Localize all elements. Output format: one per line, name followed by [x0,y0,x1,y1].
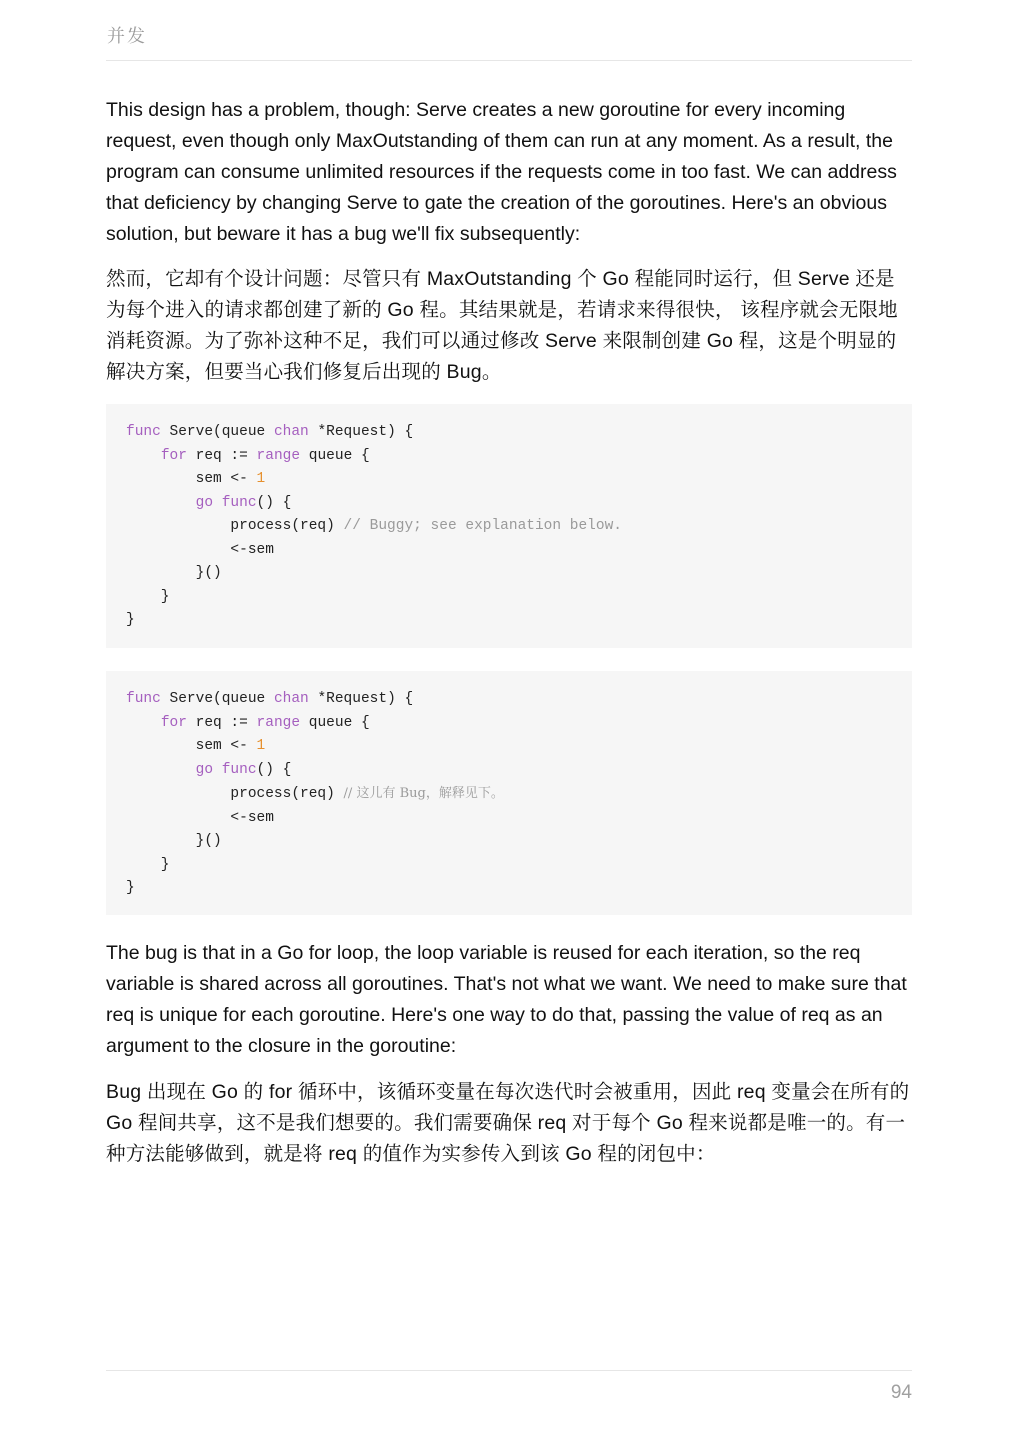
code-keyword: for [160,714,187,731]
code-keyword: func [221,494,257,511]
code-keyword: func [126,691,161,707]
code-text: req := [186,714,257,731]
code-text: <-sem [126,809,274,826]
code-text: Serve(queue [160,691,274,707]
code-text: sem <- [126,471,257,487]
footer-rule [106,1370,912,1371]
code-text: } [126,856,170,873]
code-text: () { [256,761,292,778]
code-comment: // Buggy; see explanation below. [343,518,622,534]
running-header: 并发 [107,26,147,47]
code-keyword: func [221,761,257,778]
code-text: } [126,612,135,628]
code-text: process(req) [126,786,344,802]
code-indent [126,762,196,778]
code-text: () { [256,494,292,511]
code-text: <-sem [126,541,274,558]
code-block-chinese [106,671,912,915]
paragraph-chinese-1: 然而，它却有个设计问题：尽管只有 MaxOutstanding 个 Go 程能同时运行，但 Serve 还是为每个进入的请求都创建了新的 Go 程。其结果就是，若请求来得很快， 该程序就会无限地消耗资源。为了弥补这种不足，我们可以通过修改 Serve 来限制创建 Go 程，这是个明显的解决方案，但要当心我们修复后出现的 Bug。 [106,268,898,383]
code-text: req := [186,447,257,464]
code-indent [126,448,161,464]
paragraph-chinese-2: Bug 出现在 Go 的 for 循环中，该循环变量在每次迭代时会被重用，因此 req 变量会在所有的 Go 程间共享，这不是我们想要的。我们需要确保 req 对于每个 Go 程来说都是唯一的。有一种方法能够做到，就是将 req 的值作为实参传入到该 Go 程的闭包中： [106,1081,910,1165]
code-comment: // 这儿有 Bug，解释见下。 [343,786,504,801]
code-text: queue { [300,447,370,464]
code-keyword: chan [273,424,309,440]
paragraph-english-1: This design has a problem, though: Serve creates a new goroutine for every incoming request, even though only MaxOutstanding of them can run at any moment. As a result, the program can consume unlimited resources if the requests come in too fast. We can address that deficiency by changing Serve to gate the creation of the goroutines. Here's an obvious solution, but beware it has a bug we'll fix subsequently: [106,99,897,245]
code-keyword: for [160,447,187,464]
code-keyword: range [256,714,301,731]
code-indent [126,715,161,731]
paragraph-english-2: The bug is that in a Go for loop, the loop variable is reused for each iteration, so the req variable is shared across all goroutines. That's not what we want. We need to make sure that req is unique for each goroutine. Here's one way to do that, passing the value of req as an argument to the closure in the goroutine: [106,942,907,1057]
header-rule [106,60,912,61]
page-number: 94 [890,1382,912,1403]
code-text: }() [126,565,222,581]
code-listing [126,421,892,633]
code-listing [126,688,892,901]
code-space [213,762,222,778]
code-keyword: func [126,424,161,440]
code-text: process(req) [126,518,344,534]
code-number: 1 [256,471,266,487]
code-indent [126,495,196,511]
code-space [213,495,222,511]
code-text: } [126,880,135,896]
code-keyword: go [195,494,214,511]
code-text: sem <- [126,738,257,754]
code-number: 1 [256,738,266,754]
code-text: }() [126,833,222,849]
code-text: *Request) { [308,691,414,707]
code-text: } [126,588,170,605]
code-keyword: range [256,447,301,464]
code-keyword: go [195,761,214,778]
code-block-english [106,404,912,648]
code-text: Serve(queue [160,424,274,440]
code-text: *Request) { [308,424,414,440]
code-keyword: chan [273,691,309,707]
code-text: queue { [300,714,370,731]
